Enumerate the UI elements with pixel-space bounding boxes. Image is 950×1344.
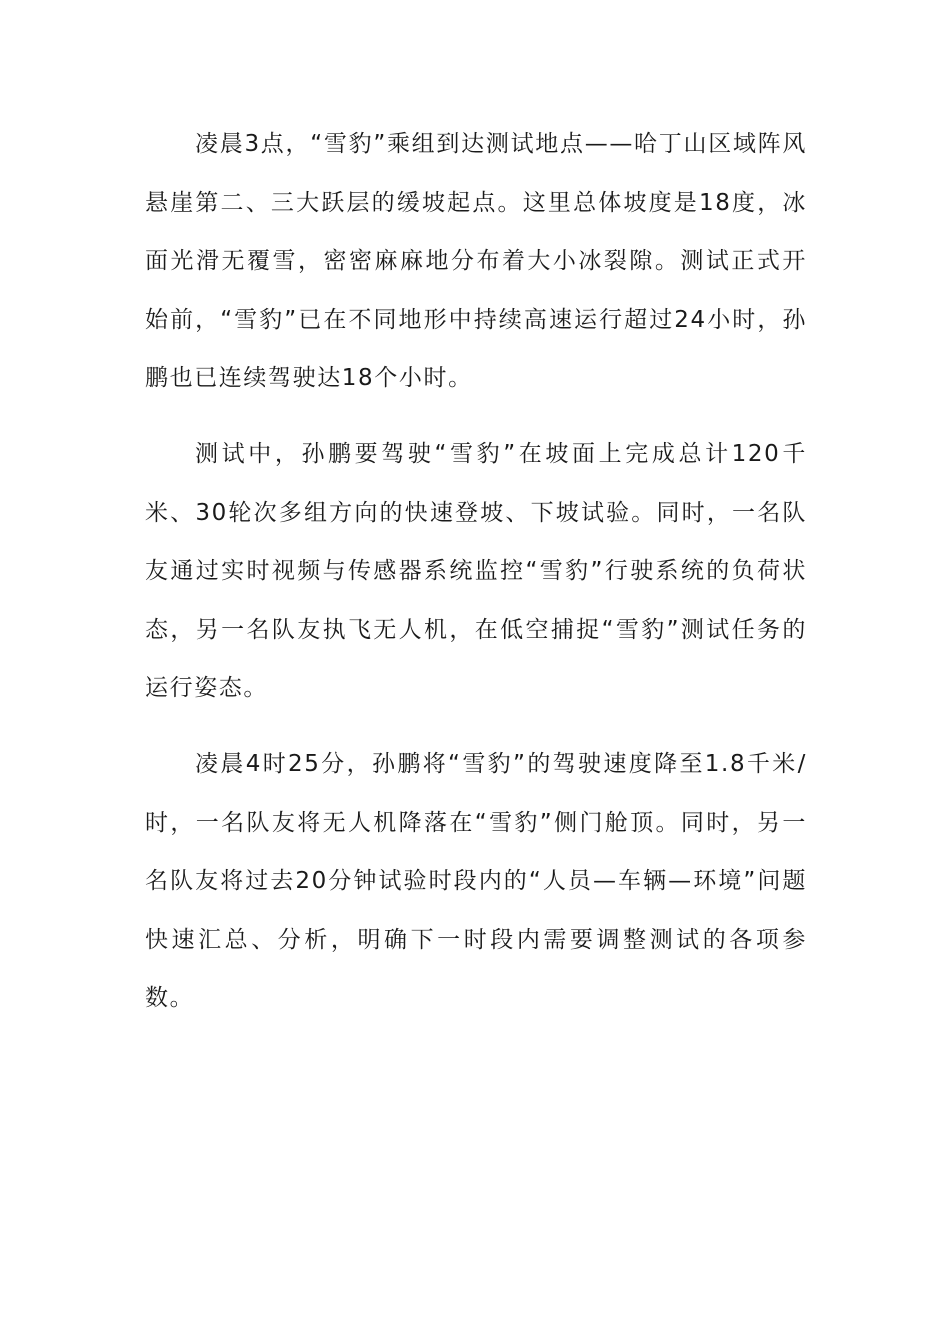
- article-body: [145, 115, 807, 1045]
- paragraph-2: 测试中，孙鹏要驾驶“雪豹”在坡面上完成总计120千米、30轮次多组方向的快速登坡、下坡试验。同时，一名队友通过实时视频与传感器系统监控“雪豹”行驶系统的负荷状态，另一名队友执飞无人机，在低空捕捉“雪豹”测试任务的运行姿态。: [145, 440, 807, 702]
- paragraph-3: 凌晨4时25分，孙鹏将“雪豹”的驾驶速度降至1.8千米/时，一名队友将无人机降落在“雪豹”侧门舱顶。同时，另一名队友将过去20分钟试验时段内的“人员—车辆—环境”问题快速汇总、分析，明确下一时段内需要调整测试的各项参数。: [145, 750, 807, 1012]
- paragraph-1: 凌晨3点，“雪豹”乘组到达测试地点——哈丁山区域阵风悬崖第二、三大跃层的缓坡起点。这里总体坡度是18度，冰面光滑无覆雪，密密麻麻地分布着大小冰裂隙。测试正式开始前，“雪豹”已在不同地形中持续高速运行超过24小时，孙鹏也已连续驾驶达18个小时。: [145, 131, 807, 392]
